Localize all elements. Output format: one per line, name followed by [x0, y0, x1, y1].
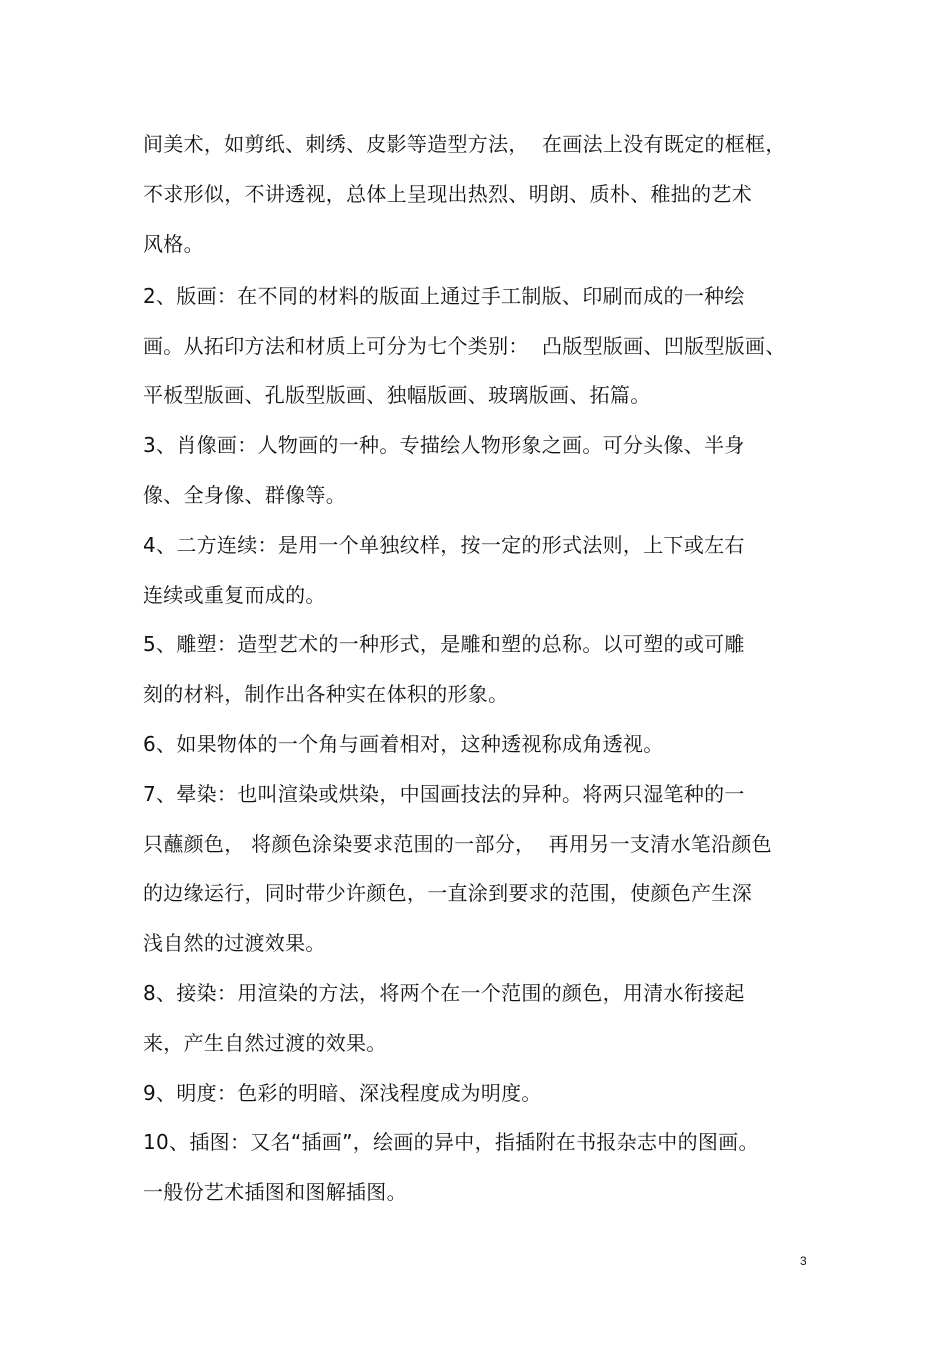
text-line: 2、版画：在不同的材料的版面上通过手工制版、印刷而成的一种绘 [143, 284, 745, 308]
text-line: 像、全身像、群像等。 [143, 483, 346, 507]
text-line: 浅自然的过渡效果。 [143, 931, 326, 955]
page-number: 3 [800, 1254, 807, 1268]
text-line: 6、如果物体的一个角与画着相对，这种透视称成角透视。 [143, 732, 664, 756]
text-line: 画。从拓印方法和材质上可分为七个类别： 凸版型版画、凹版型版画、 [143, 334, 786, 358]
text-line: 一般份艺术插图和图解插图。 [143, 1180, 407, 1204]
text-line: 风格。 [143, 232, 204, 256]
text-line: 7、晕染：也叫渲染或烘染，中国画技法的异种。将两只湿笔种的一 [143, 782, 745, 806]
text-line: 间美术，如剪纸、刺绣、皮影等造型方法， 在画法上没有既定的框框， [143, 132, 786, 156]
text-line: 只蘸颜色， 将颜色涂染要求范围的一部分， 再用另一支清水笔沿颜色 [143, 832, 772, 856]
text-line: 的边缘运行，同时带少许颜色，一直涂到要求的范围，使颜色产生深 [143, 881, 752, 905]
text-line: 不求形似，不讲透视，总体上呈现出热烈、明朗、质朴、稚拙的艺术 [143, 182, 752, 206]
text-line: 4、二方连续：是用一个单独纹样，按一定的形式法则，上下或左右 [143, 533, 745, 557]
text-line: 来，产生自然过渡的效果。 [143, 1031, 387, 1055]
text-line: 9、明度：色彩的明暗、深浅程度成为明度。 [143, 1081, 542, 1105]
text-line: 8、接染：用渲染的方法，将两个在一个范围的颜色，用清水衔接起 [143, 981, 745, 1005]
text-line: 3、肖像画：人物画的一种。专描绘人物形象之画。可分头像、半身 [143, 433, 745, 457]
text-line: 5、雕塑：造型艺术的一种形式，是雕和塑的总称。以可塑的或可雕 [143, 632, 745, 656]
text-line: 连续或重复而成的。 [143, 583, 326, 607]
text-line: 10、插图：又名“插画”，绘画的异中，指插附在书报杂志中的图画。 [143, 1130, 759, 1154]
text-line: 平板型版画、孔版型版画、独幅版画、玻璃版画、拓篇。 [143, 383, 651, 407]
text-line: 刻的材料，制作出各种实在体积的形象。 [143, 682, 509, 706]
